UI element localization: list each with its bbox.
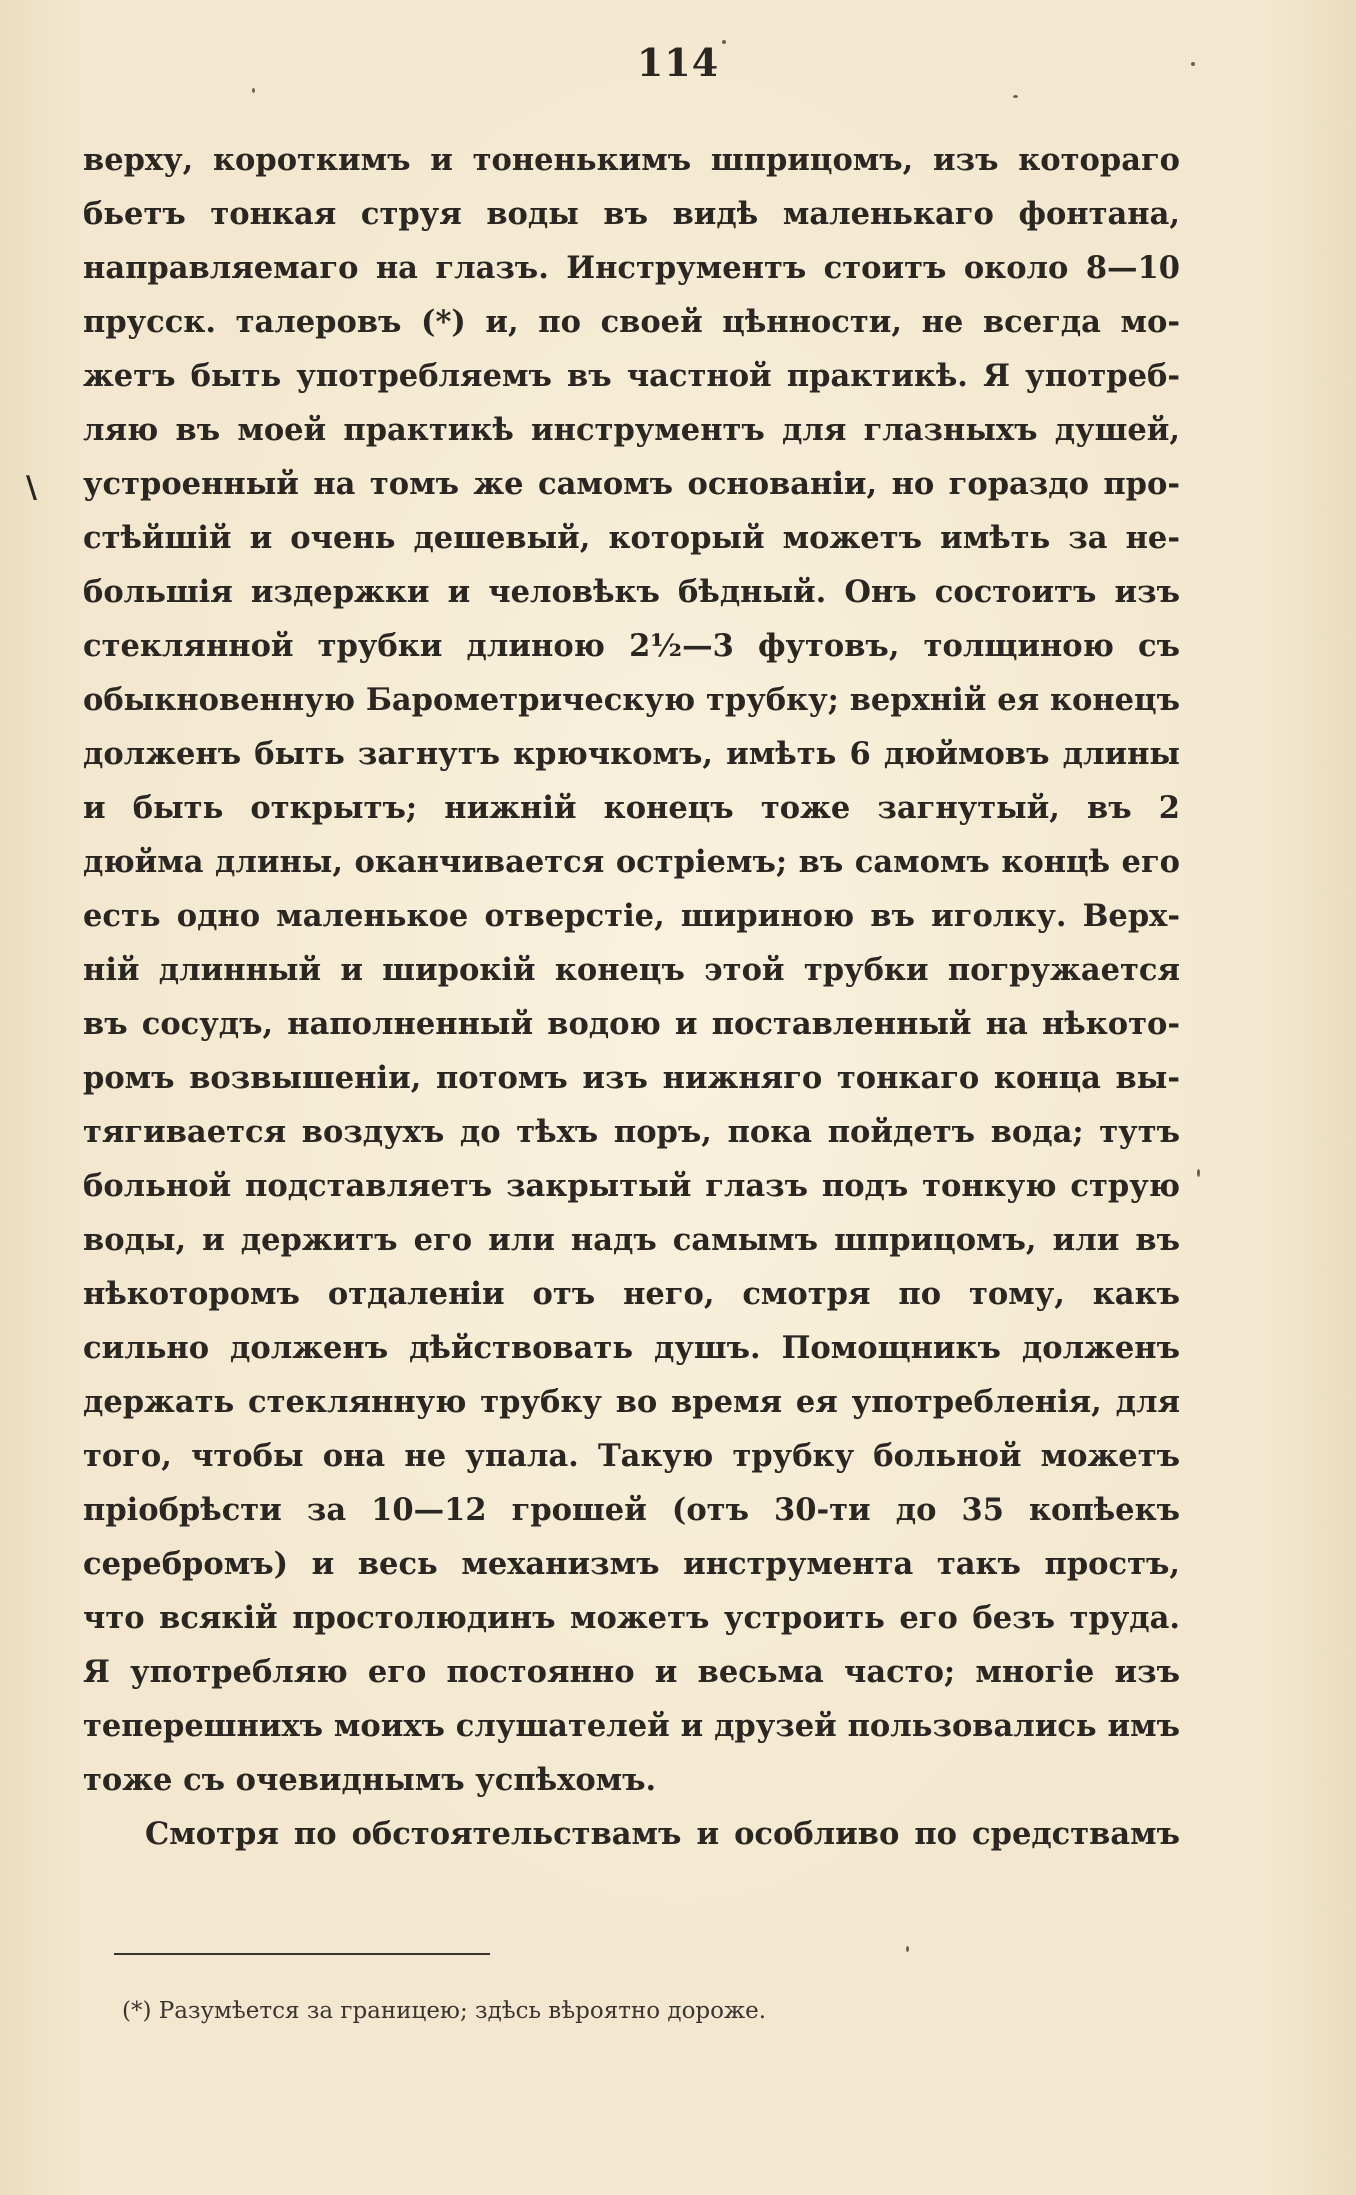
footnote: (*) Разумѣется за границею; здѣсь вѣроятно дороже.	[122, 1998, 767, 2024]
text-line: направляемаго на глазъ. Инструментъ стоитъ около 8—10	[83, 250, 1180, 286]
text-line: долженъ быть загнутъ крючкомъ, имѣть 6 дюймовъ длины	[83, 736, 1180, 772]
text-line: ляю въ моей практикѣ инструментъ для глазныхъ душей,	[83, 412, 1180, 448]
paper-speck	[1197, 1169, 1200, 1177]
margin-mark: \	[26, 470, 37, 505]
paragraph-start-line: Смотря по обстоятельствамъ и особливо по средствамъ	[145, 1816, 1180, 1852]
text-line: того, чтобы она не упала. Такую трубку больной можетъ	[83, 1438, 1180, 1474]
text-line: прусск. талеровъ (*) и, по своей цѣнности, не всегда мо-	[83, 304, 1180, 340]
main-text	[83, 133, 1180, 1861]
paragraph-end-line: тоже съ очевиднымъ успѣхомъ.	[83, 1762, 657, 1798]
text-line: больной подставляетъ закрытый глазъ подъ тонкую струю	[83, 1168, 1180, 1204]
text-line: ромъ возвышеніи, потомъ изъ нижняго тонкаго конца вы-	[83, 1060, 1180, 1096]
paper-speck	[252, 88, 255, 93]
footnote-rule	[114, 1953, 490, 1955]
text-line: верху, короткимъ и тоненькимъ шприцомъ, изъ котораго	[83, 142, 1180, 178]
text-line: стеклянной трубки длиною 2½—3 футовъ, толщиною съ	[83, 628, 1180, 664]
text-line: серебромъ) и весь механизмъ инструмента такъ простъ,	[83, 1546, 1180, 1582]
text-line: и быть открытъ; нижній конецъ тоже загнутый, въ 2	[83, 790, 1180, 826]
text-line: устроенный на томъ же самомъ основаніи, но гораздо про-	[83, 466, 1180, 502]
text-line: воды, и держитъ его или надъ самымъ шприцомъ, или въ	[83, 1222, 1180, 1258]
text-line: держать стеклянную трубку во время ея употребленія, для	[83, 1384, 1180, 1420]
text-line: Я употребляю его постоянно и весьма часто; многіе изъ	[83, 1654, 1180, 1690]
text-line: бьетъ тонкая струя воды въ видѣ маленькаго фонтана,	[83, 196, 1180, 232]
text-line: тягивается воздухъ до тѣхъ поръ, пока пойдетъ вода; тутъ	[83, 1114, 1180, 1150]
text-line: большія издержки и человѣкъ бѣдный. Онъ состоитъ изъ	[83, 574, 1180, 610]
paper-speck	[1191, 62, 1195, 66]
text-line: дюйма длины, оканчивается остріемъ; въ самомъ концѣ его	[83, 844, 1180, 880]
text-line: что всякій простолюдинъ можетъ устроить его безъ труда.	[83, 1600, 1180, 1636]
paper-speck	[1013, 95, 1018, 98]
text-line: теперешнихъ моихъ слушателей и друзей пользовались имъ	[83, 1708, 1180, 1744]
text-line: ній длинный и широкій конецъ этой трубки погружается	[83, 952, 1180, 988]
text-line: сильно долженъ дѣйствовать душъ. Помощникъ долженъ	[83, 1330, 1180, 1366]
text-line: жетъ быть употребляемъ въ частной практикѣ. Я употреб-	[83, 358, 1180, 394]
page-number: 114	[636, 40, 720, 85]
text-line: въ сосудъ, наполненный водою и поставленный на нѣкото-	[83, 1006, 1180, 1042]
text-line: пріобрѣсти за 10—12 грошей (отъ 30-ти до 35 копѣекъ	[83, 1492, 1180, 1528]
text-line: нѣкоторомъ отдаленіи отъ него, смотря по тому, какъ	[83, 1276, 1180, 1312]
paper-speck	[906, 1946, 909, 1952]
paper-speck	[722, 40, 726, 44]
text-line: обыкновенную Барометрическую трубку; верхній ея конецъ	[83, 682, 1180, 718]
text-line: стѣйшій и очень дешевый, который можетъ имѣть за не-	[83, 520, 1180, 556]
text-line: есть одно маленькое отверстіе, шириною въ иголку. Верх-	[83, 898, 1180, 934]
